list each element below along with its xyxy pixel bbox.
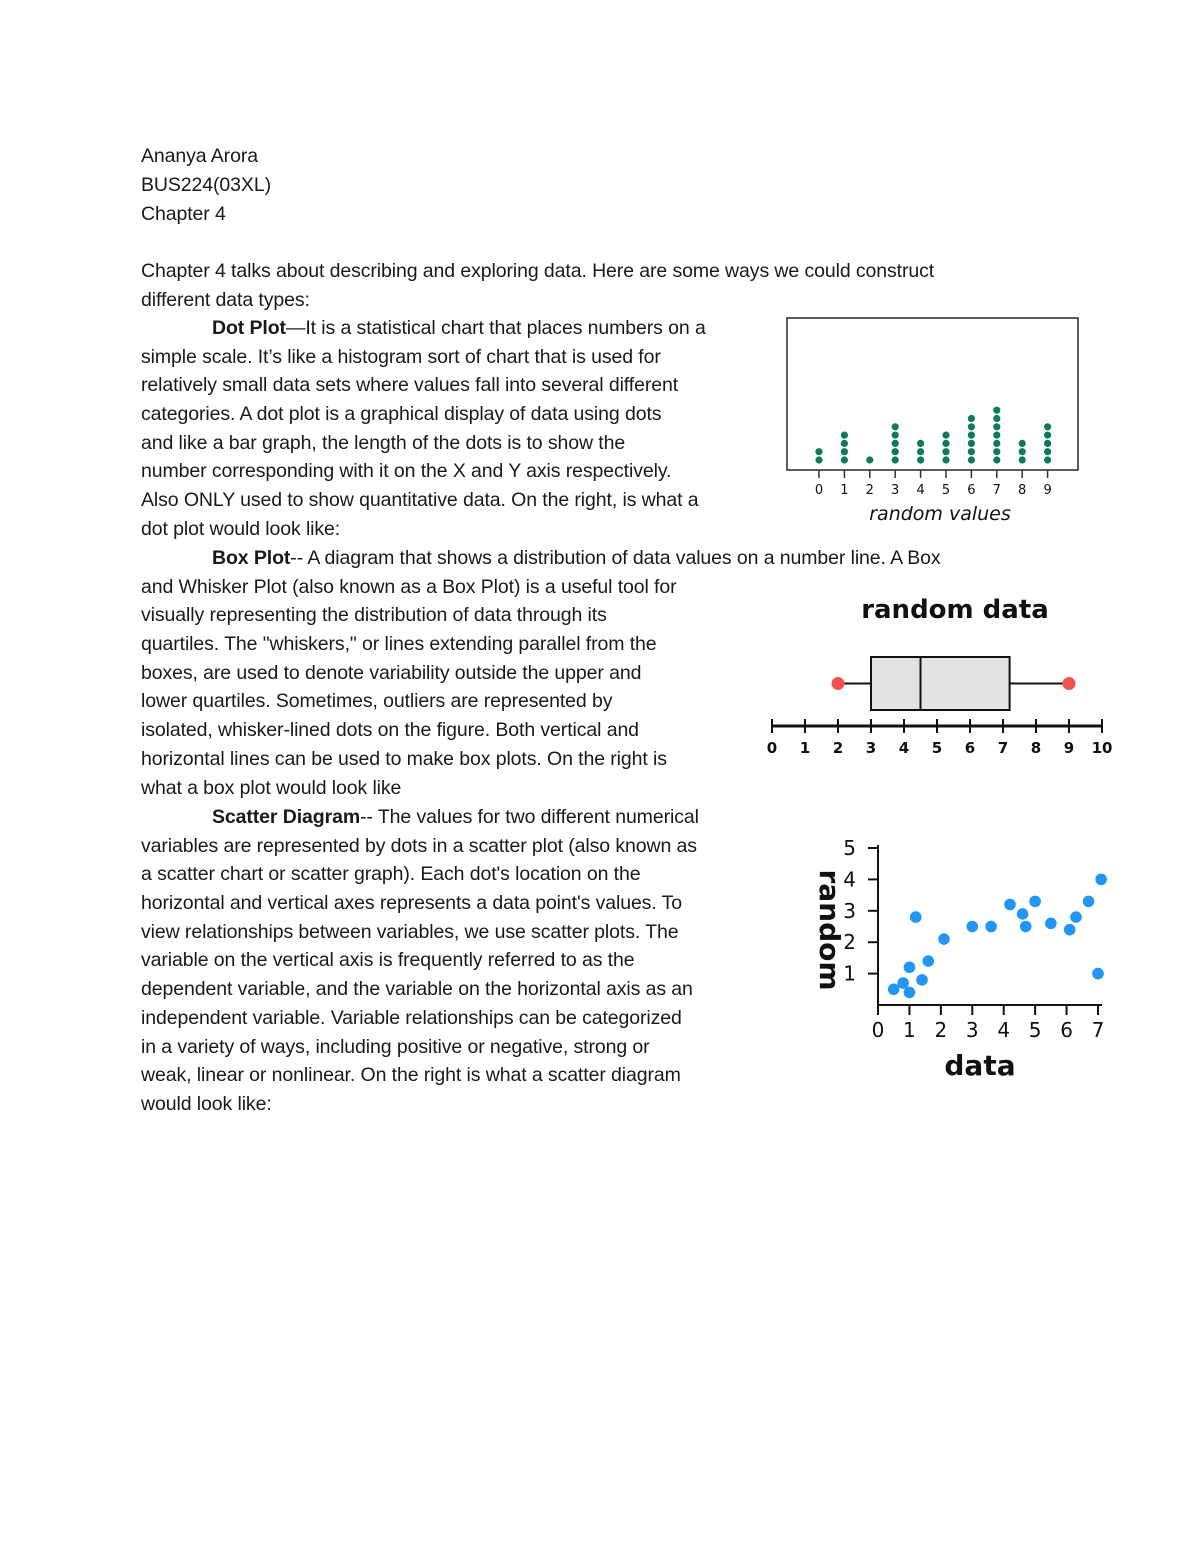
scatter-line: variable on the vertical axis is frequently referred to as the	[141, 949, 635, 972]
dot-plot-dot	[892, 440, 899, 447]
scatter-first-line	[141, 803, 699, 832]
scatter-x-tick-label: 3	[965, 1018, 979, 1042]
scatter-point	[1017, 908, 1029, 920]
dot-plot-first-line	[141, 314, 706, 343]
dot-plot-tick-label: 4	[916, 483, 925, 498]
dot-plot-dot	[892, 456, 899, 463]
box-plot-tick-label: 5	[931, 739, 943, 757]
box-plot-line: visually representing the distribution of data through its	[141, 604, 607, 627]
scatter-point	[1020, 921, 1032, 933]
box-plot-box	[871, 657, 1010, 710]
scatter-point	[904, 962, 916, 974]
dot-plot-tick-label: 1	[840, 483, 849, 498]
scatter-point	[897, 977, 909, 989]
box-plot-title: random data	[861, 595, 1049, 625]
scatter-xlabel: data	[944, 1049, 1016, 1082]
box-plot-tick-label: 8	[1030, 739, 1042, 757]
dot-plot-dot	[968, 423, 975, 430]
scatter-x-tick-label: 6	[1060, 1018, 1073, 1042]
dot-plot-tick-label: 3	[891, 483, 900, 498]
box-plot-tick-label: 1	[799, 739, 811, 757]
scatter-point	[938, 933, 950, 945]
scatter-x-tick-label: 2	[934, 1018, 948, 1042]
box-plot-tick-label: 2	[832, 739, 844, 757]
scatter-x-tick-label: 7	[1091, 1018, 1105, 1042]
dot-plot-dot	[942, 456, 949, 463]
dot-plot-dot	[942, 432, 949, 439]
scatter-line: horizontal and vertical axes represents a data point's values. To	[141, 892, 683, 915]
dot-plot-dot	[1019, 440, 1026, 447]
dot-plot-dot	[1044, 432, 1051, 439]
dot-plot-dot	[968, 440, 975, 447]
dot-plot-line: simple scale. It’s like a histogram sort of chart that is used for	[141, 345, 661, 368]
dot-plot-dot	[942, 440, 949, 447]
scatter-point	[910, 911, 922, 923]
scatter-point	[966, 921, 978, 933]
dot-plot-line: and like a bar graph, the length of the dots is to show the	[141, 431, 626, 454]
scatter-point	[922, 955, 934, 967]
scatter-term: Scatter Diagram	[212, 806, 361, 828]
dot-plot-dot	[917, 448, 924, 455]
dot-plot-dot	[917, 440, 924, 447]
scatter-y-tick-label: 4	[843, 867, 856, 892]
box-plot-line: and Whisker Plot (also known as a Box Plot) is a useful tool for	[141, 575, 677, 598]
dot-plot-tick-label: 0	[814, 483, 824, 498]
scatter-x-tick-label: 0	[871, 1018, 885, 1042]
scatter-ylabel: random	[813, 869, 846, 991]
dot-plot-term: Dot Plot	[212, 317, 286, 339]
box-plot-tick-label: 4	[898, 739, 910, 757]
scatter-line: -- The values for two different numerical	[360, 806, 699, 828]
dot-plot-dot	[841, 448, 848, 455]
dot-plot-dot	[993, 415, 1000, 422]
dot-plot-dot	[993, 440, 1000, 447]
scatter-point	[985, 921, 997, 933]
scatter-point	[1092, 968, 1104, 980]
scatter-line: would look like:	[141, 1092, 272, 1115]
dot-plot-dot	[993, 423, 1000, 430]
dot-plot-line: —It is a statistical chart that places numbers on a	[285, 317, 706, 339]
scatter-point	[1083, 896, 1095, 908]
scatter-x-tick-label: 1	[903, 1018, 916, 1042]
dot-plot-dot	[968, 432, 975, 439]
dot-plot-dot	[968, 415, 975, 422]
dot-plot-tick-label: 8	[1018, 483, 1027, 498]
dot-plot-dot	[993, 407, 1000, 414]
dot-plot-section	[141, 314, 706, 544]
dot-plot-tick-label: 9	[1043, 483, 1052, 498]
scatter-y-tick-label: 3	[843, 898, 856, 923]
scatter-section	[141, 803, 699, 1119]
box-plot-line: -- A diagram that shows a distribution of data values on a number line. A Box	[290, 547, 941, 569]
intro-paragraph	[141, 257, 934, 314]
scatter-point	[1004, 899, 1016, 911]
box-plot-tick-label: 3	[865, 739, 877, 757]
dot-plot-dot	[866, 456, 873, 463]
dot-plot-dot	[993, 448, 1000, 455]
box-plot-line: what a box plot would look like	[141, 776, 402, 799]
dot-plot-dot	[1044, 440, 1051, 447]
scatter-point	[1045, 918, 1057, 930]
scatter-point	[916, 974, 928, 986]
dot-plot-tick-label: 2	[865, 483, 874, 498]
scatter-y-tick-label: 5	[843, 836, 856, 860]
box-plot-max-dot	[1063, 677, 1076, 690]
scatter-point	[888, 984, 900, 996]
dot-plot-dot	[968, 448, 975, 455]
box-plot-term: Box Plot	[212, 547, 291, 569]
author-name: Ananya Arora	[141, 145, 258, 167]
scatter-chart	[790, 830, 1120, 1085]
dot-plot-xlabel: random values	[869, 503, 1011, 525]
box-plot-line: quartiles. The "whiskers," or lines extending parallel from the	[141, 633, 657, 656]
scatter-point	[1029, 896, 1041, 908]
box-plot-line: horizontal lines can be used to make box plots. On the right is	[141, 747, 667, 770]
scatter-y-tick-label: 1	[843, 961, 856, 986]
dot-plot-line: Also ONLY used to show quantitative data. On the right, is what a	[141, 489, 699, 512]
scatter-line: dependent variable, and the variable on the horizontal axis as an	[141, 978, 693, 1001]
dot-plot-dot	[841, 432, 848, 439]
box-plot-tick-label: 7	[997, 739, 1009, 757]
dot-plot-dot	[841, 440, 848, 447]
dot-plot-dot	[993, 432, 1000, 439]
scatter-y-tick-label: 2	[843, 930, 856, 955]
dot-plot-dot	[1044, 423, 1051, 430]
dot-plot-frame	[787, 318, 1078, 470]
dot-plot-dot	[841, 456, 848, 463]
chapter-title: Chapter 4	[141, 202, 226, 225]
box-plot-line: lower quartiles. Sometimes, outliers are represented by	[141, 690, 613, 713]
dot-plot-dot	[815, 456, 822, 463]
dot-plot-line: categories. A dot plot is a graphical display of data using dots	[141, 403, 662, 426]
dot-plot-tick-label: 6	[967, 483, 976, 498]
intro-line-1: Chapter 4 talks about describing and exploring data. Here are some ways we could construct	[141, 260, 935, 282]
dot-plot-dot	[917, 456, 924, 463]
dot-plot-dot	[968, 456, 975, 463]
dot-plot-line: dot plot would look like:	[141, 517, 341, 540]
scatter-point	[1095, 874, 1107, 886]
dot-plot-dot	[1019, 448, 1026, 455]
scatter-point	[904, 987, 916, 999]
scatter-x-tick-label: 4	[997, 1018, 1011, 1042]
scatter-line: a scatter chart or scatter graph). Each dot's location on the	[141, 863, 641, 886]
dot-plot-dot	[892, 448, 899, 455]
dot-plot-dot	[1044, 448, 1051, 455]
dot-plot-dot	[892, 432, 899, 439]
box-plot-tick-label: 0	[766, 739, 778, 757]
dot-plot-dot	[993, 456, 1000, 463]
dot-plot-tick-label: 7	[992, 483, 1001, 498]
document-header	[141, 142, 271, 228]
dot-plot-dot	[942, 448, 949, 455]
scatter-x-tick-label: 5	[1028, 1018, 1042, 1042]
dot-plot-tick-label: 5	[941, 483, 951, 498]
dot-plot-dot	[892, 423, 899, 430]
scatter-point	[1070, 911, 1082, 923]
box-plot-tick-label: 9	[1063, 739, 1075, 757]
course-code: BUS224(03XL)	[141, 173, 271, 196]
box-plot-line: isolated, whisker-lined dots on the figure. Both vertical and	[141, 719, 639, 742]
box-plot-line: boxes, are used to denote variability outside the upper and	[141, 661, 642, 684]
scatter-line: variables are represented by dots in a scatter plot (also known as	[141, 834, 697, 857]
scatter-line: weak, linear or nonlinear. On the right is what a scatter diagram	[141, 1064, 681, 1087]
scatter-line: in a variety of ways, including positive or negative, strong or	[141, 1035, 650, 1058]
box-plot-tick-label: 6	[964, 739, 976, 757]
box-plot-min-dot	[832, 677, 845, 690]
box-plot-tick-label: 10	[1091, 739, 1113, 757]
dot-plot-dot	[1044, 456, 1051, 463]
box-plot-chart	[760, 585, 1115, 770]
dot-plot-line: relatively small data sets where values fall into several different	[141, 374, 679, 397]
scatter-point	[1064, 924, 1076, 936]
dot-plot-dot	[1019, 456, 1026, 463]
scatter-line: independent variable. Variable relationships can be categorized	[141, 1006, 682, 1029]
dot-plot-dot	[815, 448, 822, 455]
intro-line-2: different data types:	[141, 288, 310, 311]
box-plot-first-line	[141, 544, 941, 573]
dot-plot-line: number corresponding with it on the X and Y axis respectively.	[141, 460, 672, 483]
dot-plot-chart	[780, 312, 1085, 528]
scatter-line: view relationships between variables, we use scatter plots. The	[141, 920, 679, 943]
